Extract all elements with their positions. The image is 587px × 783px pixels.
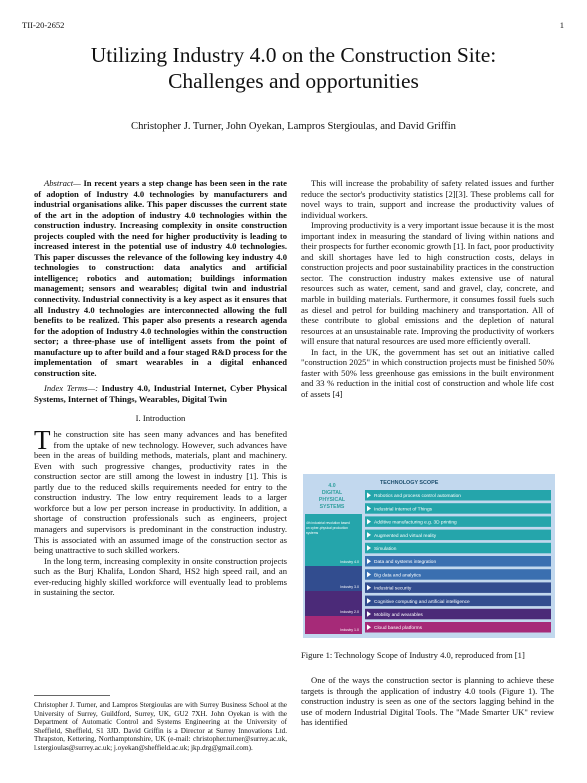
fig-level-label: Industry 4.0: [340, 560, 359, 564]
right-paragraph-3: In fact, in the UK, the government has set out an initiative called "construction 2025" in which construction projects must be finished 50% faster with 50% less greenhouse gas emissions in the built environment and 33 % reduction in the initial cost of construction and whole life cost of assets [4]: [301, 346, 554, 399]
paper-title: [0, 42, 587, 94]
abstract-lead: Abstract—: [44, 178, 81, 188]
abstract: [34, 178, 287, 378]
footnote-rule: [34, 695, 110, 696]
title-line-1: Utilizing Industry 4.0 on the Construction Site:: [90, 43, 497, 67]
affiliation-footnote: Christopher J. Turner, and Lampros Stergioulas are with Surrey Business School at the University of Surrey, Guildford, Surrey, UK, GU2 7XH. John Oyekan is with the Department of Automatic Control and Systems Engineering at the University of Sheffield, Sheffield, S1 3JD. David Griffin is a Director at Surrey Innovations Ltd. Thrapston, Kettering, Northamptonshire, UK (e-mail: christopher.turner@surrey.ac.uk, l.stergioulas@surrey.ac.uk; j.oyekan@sheffield.ac.uk; jkp.drg@gmail.com).: [34, 701, 287, 752]
fig-scope-item: Simulation: [374, 547, 397, 552]
figure-graphic: [303, 474, 555, 638]
section-heading-introduction: I. Introduction: [135, 413, 186, 424]
intro-paragraph-2: In the long term, increasing complexity in onsite construction projects such as the Burj Khalifa, London Shard, HS2 high speed rail, and an ever-reducing highly skilled workforce will eventually lead to problems in sustaining the sector.: [34, 555, 287, 598]
fig-level-label: Industry 1.0: [340, 628, 359, 632]
fig-scope-item: Mobility and wearables: [374, 613, 423, 618]
title-line-2: Challenges and opportunities: [168, 69, 419, 93]
fig-cps-note-3: systems: [306, 531, 319, 535]
fig-scope-item: Big data and analytics: [374, 573, 421, 579]
fig-left-title-2: DIGITAL: [321, 490, 343, 496]
running-header-id: TII-20-2652: [22, 20, 65, 30]
fig-scope-title: TECHNOLOGY SCOPE: [380, 480, 439, 486]
fig-cps-note-1: 4th industrial revolution based: [306, 521, 350, 525]
right-paragraph-4: One of the ways the construction sector is planning to achieve these targets is through the application of industry 4.0 tools (Figure 1). The construction industry is seen as one of the sectors lagging behind in the use of modern Industrial Digital Tools. The "Made Smarter UK" review has identified: [301, 675, 554, 728]
left-column: [34, 178, 287, 598]
fig-left-title-4: SYSTEMS: [319, 504, 345, 510]
intro-paragraph-1: [34, 425, 287, 556]
fig-scope-item: Data and systems integration: [374, 560, 437, 566]
fig-scope-item: Industrial Internet of Things: [374, 507, 433, 513]
index-terms: [34, 383, 287, 404]
fig-scope-item: Additive manufacturing e.g. 3D printing: [374, 520, 457, 526]
figure-caption: Figure 1: Technology Scope of Industry 4.0, reproduced from [1]: [301, 650, 525, 660]
page-number: 1: [559, 20, 564, 30]
index-terms-lead: Index Terms—:: [44, 383, 98, 394]
author-list: Christopher J. Turner, John Oyekan, Lampros Stergioulas, and David Griffin: [131, 121, 456, 132]
abstract-text: In recent years a step change has been seen in the rate of adoption of Industry 4.0 technologies by manufacturers and industrial organisations alike. This paper discusses the current state of the art in the adoption of industry 4.0 technologies within the construction industry. Increasing complexity in onsite construction projects coupled with the need for higher productivity is leading to increased interest in the potential use of industry 4.0 technologies. This paper discusses the relevance of the following key industry 4.0 technologies to construction: data analytics and artificial intelligence; robotics and automation; buildings information management; sensors and wearables; digital twin and industrial connectivity. Industrial connectivity is a key aspect as it ensures that all Industry 4.0 technologies are interconnected allowing the full benefits to be realized. This paper also presents a research agenda for the adoption of Industry 4.0 technologies within the construction sector; a three-phase use of intelligent assets from the point of manufacture up to after build and a four staged R&D process for the implementation of smart wearables in a digital enhanced construction site.: [34, 178, 287, 378]
right-paragraph-1: This will increase the probability of safety related issues and further reduce the sector's productivity statistics [2][3]. These problems call for novel ways to train, support and increase the productivity values of individual workers.: [301, 178, 554, 220]
fig-level-label: Industry 3.0: [340, 585, 359, 589]
fig-scope-item: Augmented and virtual reality: [374, 533, 437, 539]
fig-level-label: Industry 2.0: [340, 610, 359, 614]
fig-cps-note-2: on cyber-physical production: [306, 526, 348, 530]
drop-cap: T: [34, 425, 51, 456]
right-column: [301, 178, 554, 399]
figure-technology-scope: [303, 474, 555, 638]
fig-scope-item: Cognitive computing and artificial intelligence: [374, 599, 470, 605]
index-terms-text: Industry 4.0, Industrial Internet, Cyber Physical Systems, Internet of Things, Wearables, Digital Twin: [34, 383, 287, 404]
right-paragraph-2: Improving productivity is a very important issue because it is the most important index in measuring the standard of living within nations and their prospects for further economic growth [1]. In fact, poor productivity and skill shortages have led to high construction costs, delays in construction projects and poor sustainability practices in the construction sector. The construction industry makes extensive use of natural resources such as water, cement, sand and gravel, clay, concrete, and marble in building materials. Furthermore, it consumes fossil fuels such as diesel and petrol for building machinery and transportation. All of these contribute to global emissions and the depletion of natural resources at an unsustainable rate. Improving the productivity of workers will ensure that natural resources are used more efficiently overall.: [301, 220, 554, 347]
intro-paragraph-1-text: he construction site has seen many advances and has benefited from the uptake of new technology. However, such advances have been in the areas of building methods, materials, plant and machinery. Even with such progressive changes, productivity rates in the construction sector are still among the lowest in industry [1]. This is partly due to the reduced skills requirements needed for entry to the construction industry. The low entry requirement leads to a larger workforce but a low per person increase in productivity. In addition, a shortage of construction professionals such as engineers, project managers and supervisors is predominant in the construction industry. This is associated with an assumed image of the construction sector as being unattractive to such skilled workers.: [34, 429, 287, 556]
fig-scope-item: Industrial security: [374, 586, 412, 592]
fig-left-title-3: PHYSICAL: [318, 497, 346, 503]
fig-scope-item: Robotics and process control automation: [374, 494, 461, 500]
fig-scope-item: Cloud based platforms: [374, 626, 422, 632]
fig-left-title-1: 4.0: [328, 483, 336, 489]
